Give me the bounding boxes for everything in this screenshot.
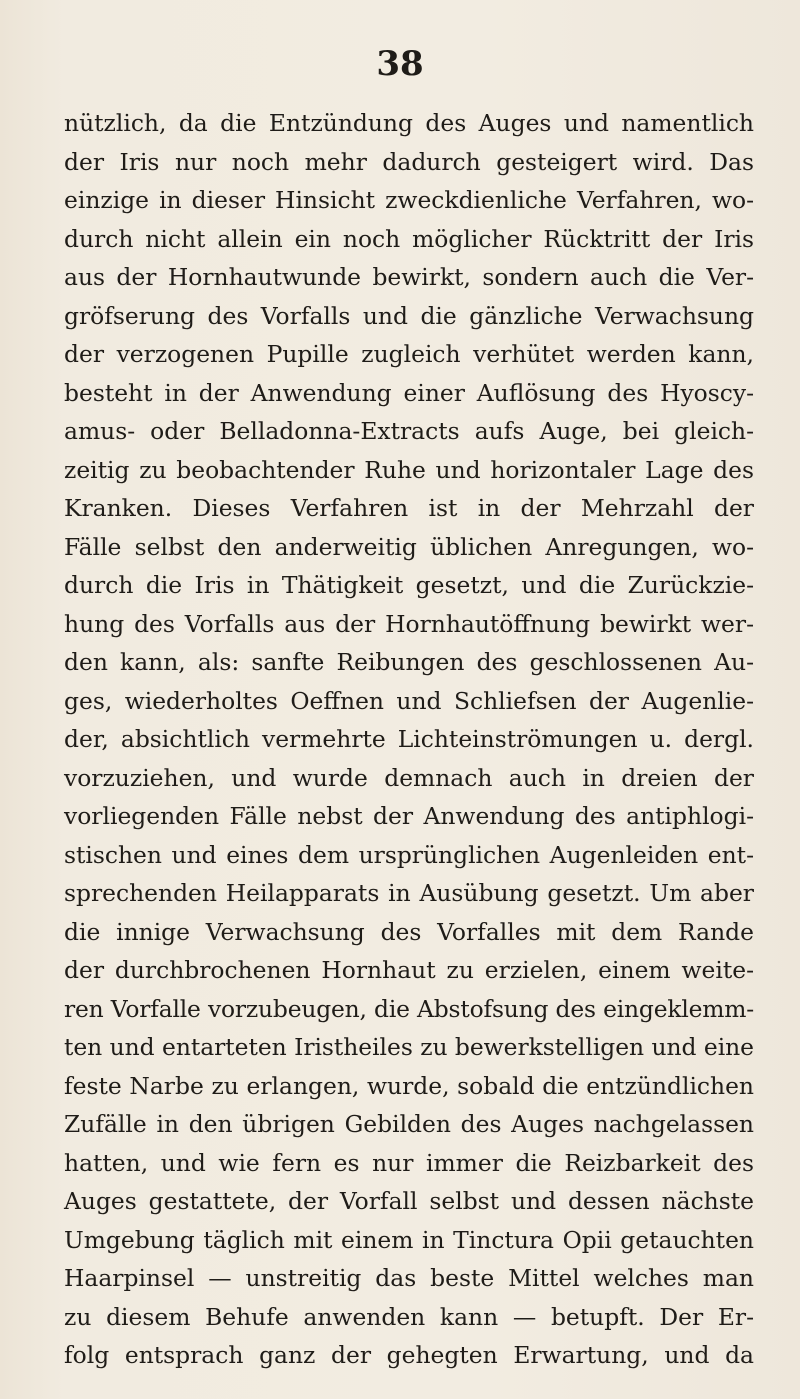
text-line: Kranken. Dieses Verfahren ist in der Mehrzahl der — [64, 494, 754, 522]
text-line: der verzogenen Pupille zugleich verhütet werden kann, — [64, 340, 754, 368]
text-line: der durchbrochenen Hornhaut zu erzielen, einem weite- — [64, 956, 754, 984]
text-line: zu diesem Behufe anwenden kann — betupft. Der Er- — [64, 1302, 754, 1331]
text-line: besteht in der Anwendung einer Auflösung des Hyoscy- — [64, 378, 754, 407]
text-line: Zufälle in den übrigen Gebilden des Auges nachgelassen — [64, 1110, 754, 1138]
text-line: der, absichtlich vermehrte Lichteinströmungen u. dergl. — [64, 725, 754, 753]
text-line: Haarpinsel — unstreitig das beste Mittel welches man — [64, 1264, 754, 1292]
text-line: durch die Iris in Thätigkeit gesetzt, und die Zurückzie- — [64, 571, 754, 599]
text-line: die innige Verwachsung des Vorfalles mit dem Rande — [64, 917, 754, 946]
text-line: folg entsprach ganz der gehegten Erwartung, und da — [64, 1341, 754, 1369]
body-text — [64, 104, 754, 1375]
text-line: Umgebung täglich mit einem in Tinctura Opii getauchten — [64, 1225, 754, 1254]
text-line: Fälle selbst den anderweitig üblichen Anregungen, wo- — [64, 532, 754, 561]
text-line: sprechenden Heilapparats in Ausübung gesetzt. Um aber — [64, 879, 754, 907]
text-line: vorzuziehen, und wurde demnach auch in dreien der — [64, 763, 754, 792]
text-line: vorliegenden Fälle nebst der Anwendung des antiphlogi- — [64, 802, 754, 830]
text-line: ren Vorfalle vorzubeugen, die Abstofsung des eingeklemm- — [64, 994, 754, 1023]
text-line: ges, wiederholtes Oeffnen und Schliefsen der Augenlie- — [64, 686, 754, 715]
text-line: den kann, als: sanfte Reibungen des geschlossenen Au- — [64, 648, 754, 676]
text-line: feste Narbe zu erlangen, wurde, sobald die entzündlichen — [64, 1071, 754, 1100]
text-line: hung des Vorfalls aus der Hornhautöffnung bewirkt wer- — [64, 609, 754, 638]
text-line: stischen und eines dem ursprünglichen Augenleiden ent- — [64, 840, 754, 869]
text-line: einzige in dieser Hinsicht zweckdienliche Verfahren, wo- — [64, 186, 754, 214]
text-line: zeitig zu beobachtender Ruhe und horizontaler Lage des — [64, 455, 754, 484]
page-number: 38 — [376, 44, 424, 84]
text-line: der Iris nur noch mehr dadurch gesteigert wird. Das — [64, 147, 754, 176]
text-line: aus der Hornhautwunde bewirkt, sondern auch die Ver- — [64, 263, 754, 291]
text-line: gröfserung des Vorfalls und die gänzliche Verwachsung — [64, 301, 754, 330]
text-line: hatten, und wie fern es nur immer die Reizbarkeit des — [64, 1148, 754, 1177]
text-line: amus- oder Belladonna-Extracts aufs Auge, bei gleich- — [64, 417, 754, 445]
text-line: ten und entarteten Iristheiles zu bewerkstelligen und eine — [64, 1033, 754, 1061]
text-line: durch nicht allein ein noch möglicher Rücktritt der Iris — [64, 224, 754, 253]
text-line: nützlich, da die Entzündung des Auges und namentlich — [64, 109, 754, 137]
text-line: Auges gestattete, der Vorfall selbst und dessen nächste — [64, 1187, 754, 1215]
